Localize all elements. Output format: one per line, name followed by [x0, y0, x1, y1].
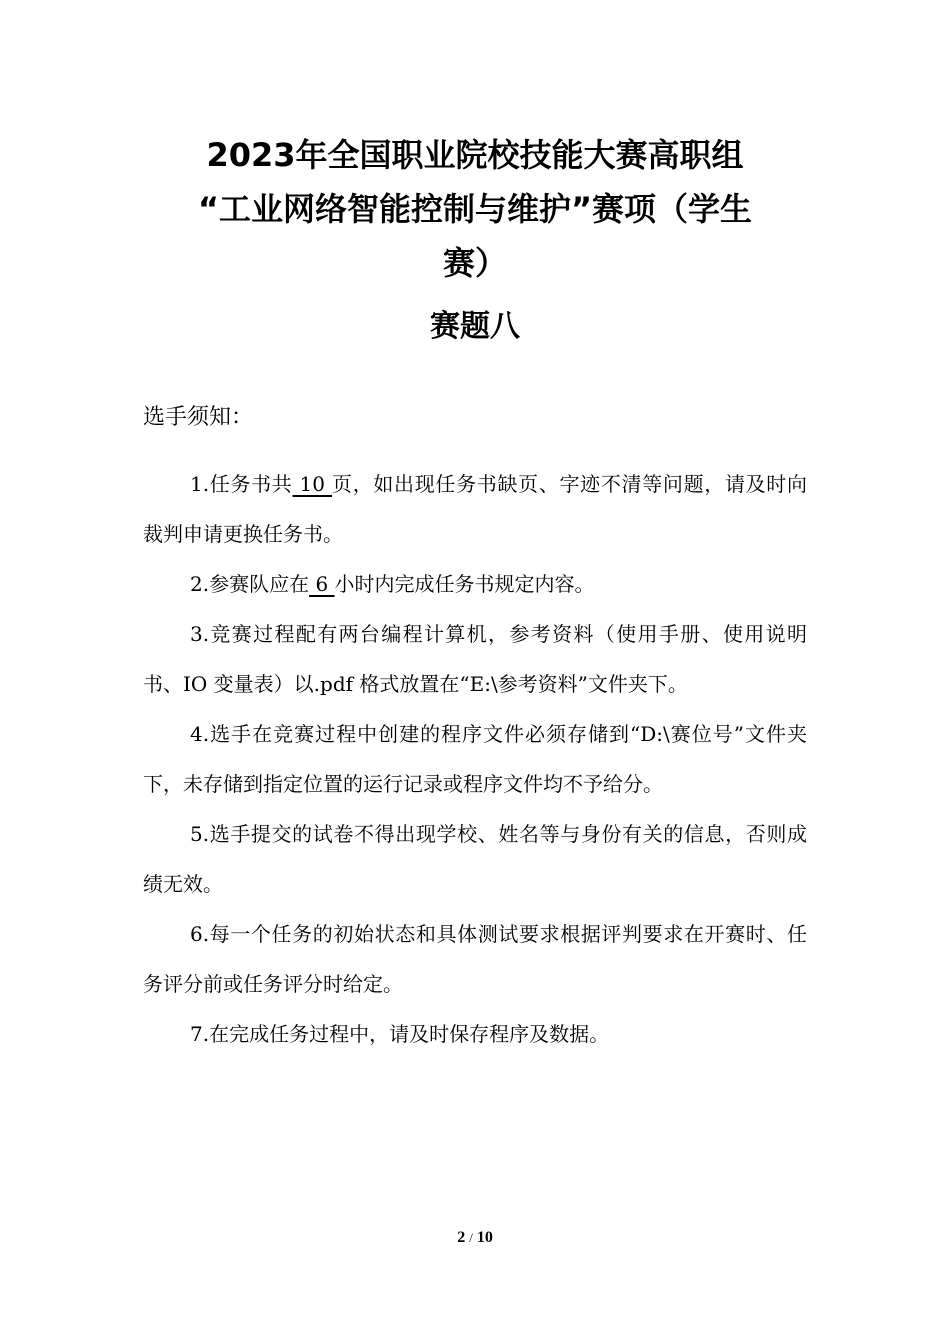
title-line-3: 赛） [442, 244, 507, 282]
notice-item-2-before: 2.参赛队应在 [190, 572, 310, 596]
page-number [0, 1226, 950, 1250]
notice-item-4: 4.选手在竞赛过程中创建的程序文件必须存储到“D:\赛位号”文件夹下，未存储到指定位置的运行记录或程序文件均不予给分。 [143, 722, 807, 796]
hours-blank: 6 [309, 572, 335, 596]
current-page: 2 [457, 1229, 466, 1246]
document-subtitle: 赛题八 [430, 309, 520, 344]
notice-item-6: 6.每一个任务的初始状态和具体测试要求根据评判要求在开赛时、任务评分前或任务评分时给定。 [143, 922, 807, 996]
notice-item-2-after: 小时内完成任务书规定内容。 [334, 572, 595, 596]
notice-item-5: 5.选手提交的试卷不得出现学校、姓名等与身份有关的信息，否则成绩无效。 [143, 822, 807, 896]
notice-list [143, 459, 807, 1059]
document-title [140, 128, 810, 290]
notice-item-2 [143, 559, 807, 609]
notice-item-1 [143, 459, 807, 559]
notice-item-1-before: 1.任务书共 [190, 472, 293, 496]
notice-item-1-after: 页，如出现任务书缺页、字迹不清等问题，请及时向裁判申请更换任务书。 [143, 472, 807, 546]
title-line-2: “工业网络智能控制与维护”赛项（学生 [197, 190, 753, 228]
notice-heading: 选手须知： [143, 405, 254, 430]
page-separator: / [469, 1230, 473, 1245]
title-line-1: 2023年全国职业院校技能大赛高职组 [206, 136, 744, 174]
total-pages: 10 [476, 1229, 493, 1246]
page-count-blank: 10 [292, 472, 333, 496]
notice-item-3: 3.竞赛过程配有两台编程计算机，参考资料（使用手册、使用说明书、IO 变量表）以.pdf 格式放置在“E:\参考资料”文件夹下。 [143, 622, 807, 696]
notice-item-7: 7.在完成任务过程中，请及时保存程序及数据。 [190, 1022, 610, 1046]
